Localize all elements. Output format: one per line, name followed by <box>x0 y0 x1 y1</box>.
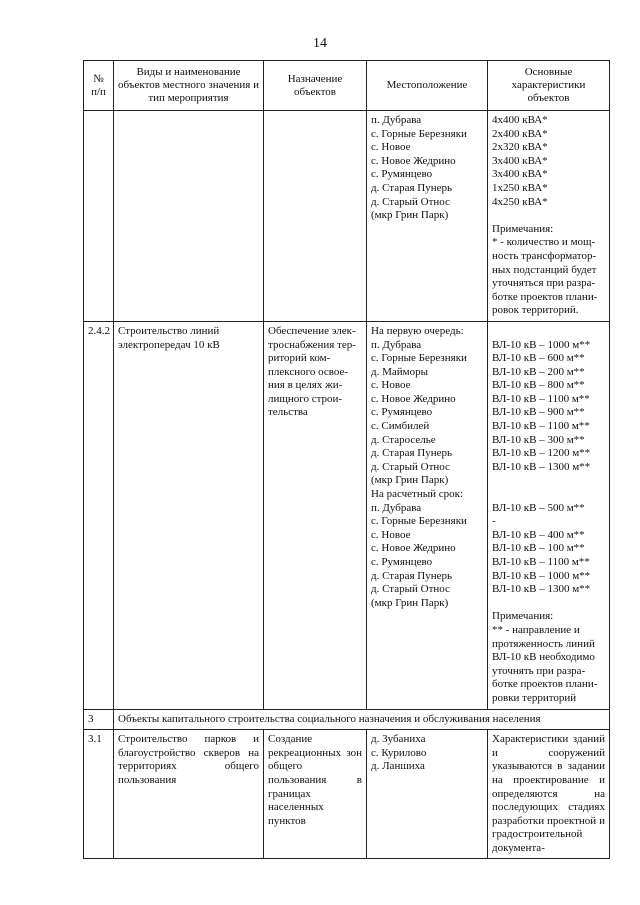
table-row-transformers <box>84 111 610 322</box>
row-purpose: Обеспечение элек- троснабжения тер- риторий ком- плексного освое- ния в целях жи- лищного строи- тельства <box>264 321 367 709</box>
section-title: Объекты капитального строительства социального назначения и обслуживания населения <box>114 709 610 730</box>
row-purpose: Создание рекреационных зон общего пользования в границах населенных пунктов <box>264 730 367 859</box>
header-purpose: Назначение объектов <box>264 61 367 111</box>
page-number: 14 <box>313 36 327 51</box>
section-number: 3 <box>84 709 114 730</box>
table-row-2-4-2 <box>84 321 610 709</box>
row-characteristics: Характеристики зданий и сооружений указываются в задании на проектирование и определяются на последующих стадиях разработки проектной и градостроительной документа- <box>488 730 610 859</box>
first-stage-title: На первую очередь: <box>371 324 464 337</box>
header-num: № п/п <box>84 61 114 111</box>
header-kind: Виды и наименование объектов местного значения и тип мероприятия <box>114 61 264 111</box>
row-number: 2.4.2 <box>84 321 114 709</box>
row-locations: На первую очередь: п. Дубрава с. Горные Березняки д. Майморы с. Новое с. Новое Жедрино с. Румянцево с. Симбилей д. Староселье д. Старая Пунерь д. Старый Относ (мкр Грин Парк) На расчетный срок: п. Дубрава с. Горные Березняки с. Новое с. Новое Жедрино с. Румянцево д. Старая Пунерь д. Старый Относ (мкр Грин Парк) <box>367 321 488 709</box>
row-characteristics: ВЛ-10 кВ – 1000 м** ВЛ-10 кВ – 600 м** ВЛ-10 кВ – 200 м** ВЛ-10 кВ – 800 м** ВЛ-10 кВ – 1100 м** ВЛ-10 кВ – 900 м** ВЛ-10 кВ – 1100 м** ВЛ-10 кВ – 300 м** ВЛ-10 кВ – 1200 м** ВЛ-10 кВ – 1300 м** ВЛ-10 кВ – 500 м** - ВЛ-10 кВ – 400 м** ВЛ-10 кВ – 100 м** ВЛ-10 кВ – 1100 м** ВЛ-10 кВ – 1000 м** ВЛ-10 кВ – 1300 м** Примечания: ** - направление и протяженность линий ВЛ-10 кВ необходимо уточнять при разра- ботке проектов плани- ровки территорий <box>488 321 610 709</box>
header-location: Местоположение <box>367 61 488 111</box>
transformer-locations: п. Дубрава с. Горные Березняки с. Новое с. Новое Жедрино с. Румянцево д. Старая Пунерь д. Старый Относ (мкр Грин Парк) <box>367 111 488 322</box>
transformer-note: * - количество и мощ- <box>492 236 596 249</box>
header-row <box>84 61 610 111</box>
planning-table <box>83 60 610 859</box>
header-characteristics: Основные характеристики объектов <box>488 61 610 111</box>
table-row-3-1 <box>84 730 610 859</box>
section-row-3 <box>84 709 610 730</box>
transformer-values: 4x400 кВА* 2x400 кВА* 2x320 кВА* 3x400 кВА* 3x400 кВА* 1x250 кВА* 4x250 кВА* Примечания: * - количество и мощ- ность трансформатор- ных подстанций будет уточняться при разра- ботке проектов плани- ровок территорий. <box>488 111 610 322</box>
transformer-note-title: Примечания: <box>492 222 554 235</box>
lines-note: ** - направление и <box>492 623 580 636</box>
calc-stage-title: На расчетный срок: <box>371 488 464 501</box>
lines-note-title: Примечания: <box>492 610 554 623</box>
row-kind: Строительство парков и благоустройство скверов на территориях общего пользования <box>114 730 264 859</box>
row-number: 3.1 <box>84 730 114 859</box>
row-locations: д. Зубаниха с. Курилово д. Ланшиха <box>367 730 488 859</box>
row-kind: Строительство линий электропередач 10 кВ <box>114 321 264 709</box>
